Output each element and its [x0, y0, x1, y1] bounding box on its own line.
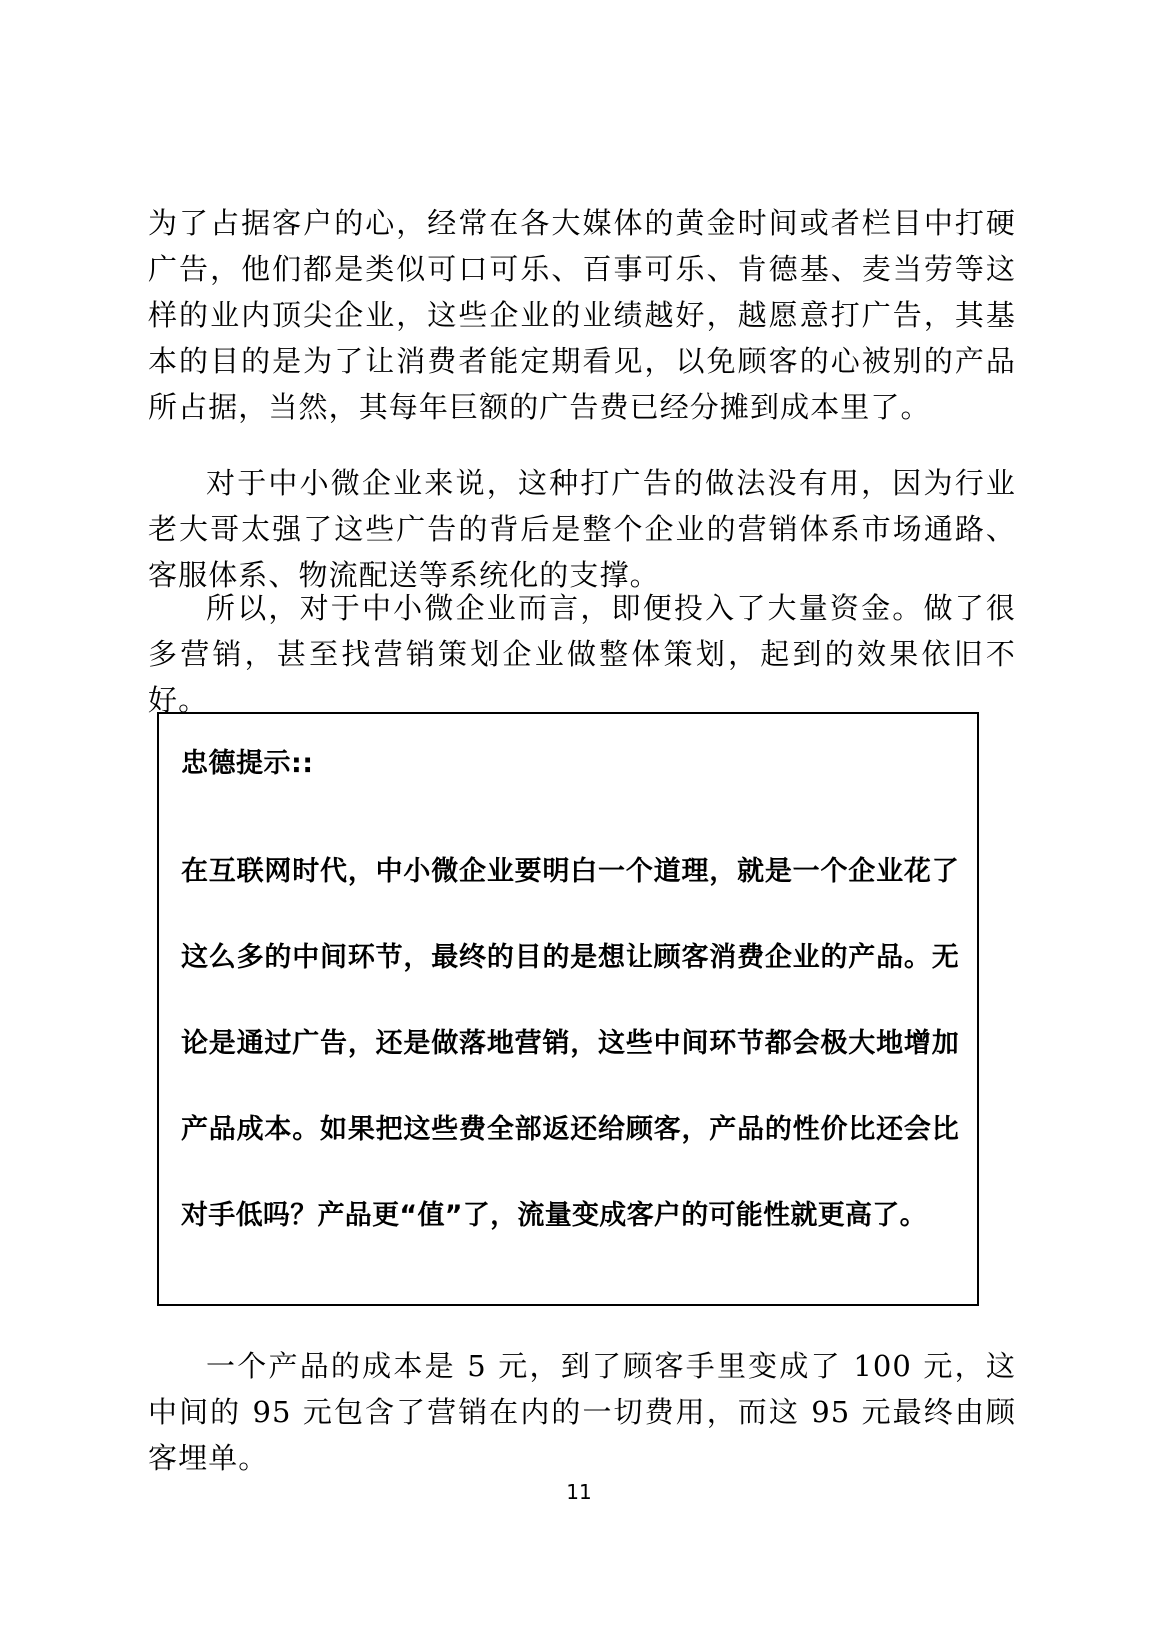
tip-callout-box	[157, 712, 979, 1306]
paragraph-product-cost: 一个产品的成本是 5 元，到了顾客手里变成了 100 元，这中间的 95 元包含了营销在内的一切费用，而这 95 元最终由顾客埋单。	[148, 1349, 1016, 1475]
paragraph-advertising-giants: 为了占据客户的心，经常在各大媒体的黄金时间或者栏目中打硬广告，他们都是类似可口可乐、百事可乐、肯德基、麦当劳等这样的业内顶尖企业，这些企业的业绩越好，越愿意打广告，其基本的目的是为了让消费者能定期看见，以免顾客的心被别的产品所占据，当然，其每年巨额的广告费已经分摊到成本里了。	[148, 206, 1016, 424]
tip-title: 忠德提示::	[181, 748, 314, 779]
paragraph-marketing-ineffective: 所以，对于中小微企业而言，即便投入了大量资金。做了很多营销，甚至找营销策划企业做整体策划，起到的效果依旧不好。	[148, 591, 1016, 717]
tip-body: 在互联网时代，中小微企业要明白一个道理，就是一个企业花了这么多的中间环节，最终的目的是想让顾客消费企业的产品。无论是通过广告，还是做落地营销，这些中间环节都会极大地增加产品成本。如果把这些费全部返还给顾客，产品的性价比还会比对手低吗？产品更“值”了，流量变成客户的可能性就更高了。	[181, 856, 959, 1231]
paragraph-small-business-ads: 对于中小微企业来说，这种打广告的做法没有用，因为行业老大哥太强了这些广告的背后是整个企业的营销体系市场通路、客服体系、物流配送等系统化的支撑。	[148, 466, 1016, 592]
page-number: 11	[566, 1480, 592, 1504]
